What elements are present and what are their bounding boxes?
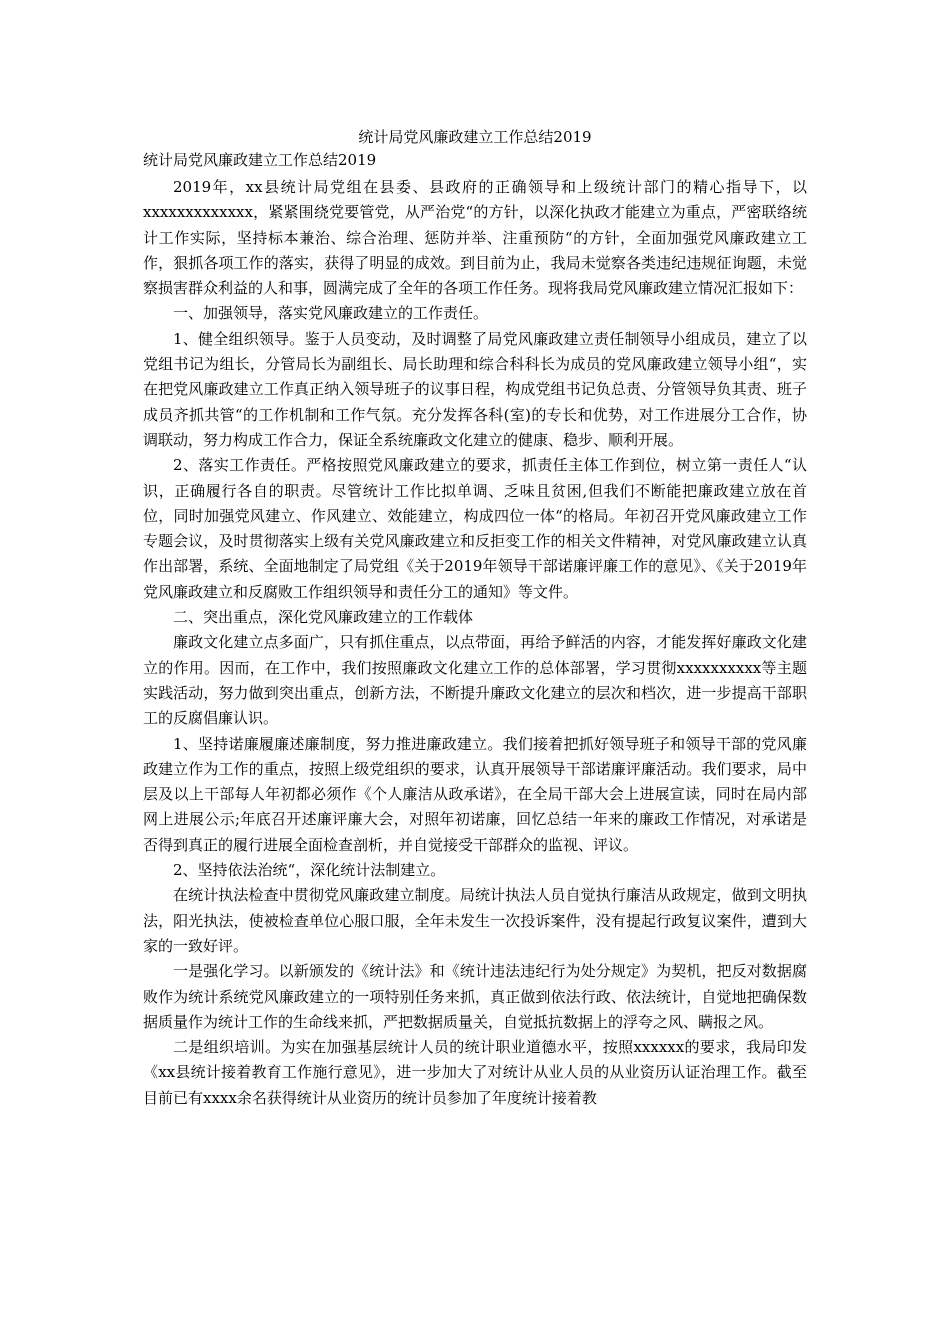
document-title: 统计局党风廉政建立工作总结2019: [358, 128, 592, 146]
section-heading: 二、突出重点，深化党风廉政建立的工作载体: [173, 608, 474, 627]
paragraph: 2、落实工作责任。严格按照党风廉政建立的要求，抓责任主体工作到位，树立第一责任人“认识，正确履行各自的职责。尽管统计工作比拟单调、乏味且贫困,但我们不断能把廉政建立放在首位，同时加强党风建立、作风建立、效能建立，构成四位一体“的格局。年初召开党风廉政建立工作专题会议，及时贯彻落实上级有关党风廉政建立和反拒变工作的相关文件精神，对党风廉政建立认真作出部署，系统、全面地制定了局党组《关于2019年领导干部诺廉评廉工作的意见》、《关于2019年党风廉政建立和反腐败工作组织领导和责任分工的通知》等文件。: [143, 456, 807, 601]
paragraph: 一是强化学习。以新颁发的《统计法》和《统计违法违纪行为处分规定》为契机，把反对数据腐败作为统计系统党风廉政建立的一项特别任务来抓，真正做到依法行政、依法统计，自觉地把确保数据质量作为统计工作的生命线来抓，严把数据质量关，自觉抵抗数据上的浮夸之风、瞒报之风。: [143, 962, 807, 1031]
paragraph: 廉政文化建立点多面广，只有抓住重点，以点带面，再给予鲜活的内容，才能发挥好廉政文化建立的作用。因而，在工作中，我们按照廉政文化建立工作的总体部署，学习贯彻xxxxxxxxxx等主题实践活动，努力做到突出重点，创新方法，不断提升廉政文化建立的层次和档次，进一步提高干部职工的反腐倡廉认识。: [143, 633, 807, 728]
paragraph: 1、坚持诺廉履廉述廉制度，努力推进廉政建立。我们接着把抓好领导班子和领导干部的党风廉政建立作为工作的重点，按照上级党组织的要求，认真开展领导干部诺廉评廉活动。我们要求，局中层及以上干部每人年初都必须作《个人廉洁从政承诺》，在全局干部大会上进展宣读，同时在局内部网上进展公示;年底召开述廉评廉大会，对照年初诺廉，回忆总结一年来的廉政工作情况，对承诺是否得到真正的履行进展全面检查剖析，并自觉接受干部群众的监视、评议。: [143, 734, 807, 854]
paragraph: 二是组织培训。为实在加强基层统计人员的统计职业道德水平，按照xxxxxx的要求，我局印发《xx县统计接着教育工作施行意见》，进一步加大了对统计从业人员的从业资历认证治理工作。截至目前已有xxxx余名获得统计从业资历的统计员参加了年度统计接着教: [143, 1038, 807, 1107]
subsection-heading: 2、坚持依法治统“，深化统计法制建立。: [173, 861, 446, 880]
document-body: [143, 175, 807, 1111]
section-heading: 一、加强领导，落实党风廉政建立的工作责任。: [173, 304, 489, 323]
document-subtitle: 统计局党风廉政建立工作总结2019: [143, 151, 377, 169]
paragraph: 1、健全组织领导。鉴于人员变动，及时调整了局党风廉政建立责任制领导小组成员，建立了以党组书记为组长，分管局长为副组长、局长助理和综合科科长为成员的党风廉政建立领导小组“，实在把党风廉政建立工作真正纳入领导班子的议事日程，构成党组书记负总责、分管领导负其责、班子成员齐抓共管“的工作机制和工作气氛。充分发挥各科(室)的专长和优势，对工作进展分工合作，协调联动，努力构成工作合力，保证全系统廉政文化建立的健康、稳步、顺利开展。: [143, 329, 807, 449]
paragraph: 2019年，xx县统计局党组在县委、县政府的正确领导和上级统计部门的精心指导下，以xxxxxxxxxxxxx，紧紧围绕党要管党，从严治党“的方针，以深化执政才能建立为重点，严密联络统计工作实际，坚持标本兼治、综合治理、惩防并举、注重预防“的方针，全面加强党风廉政建立工作，狠抓各项工作的落实，获得了明显的成效。到目前为止，我局未觉察各类违纪违规征询题，未觉察损害群众利益的人和事，圆满完成了全年的各项工作任务。现将我局党风廉政建立情况汇报如下：: [143, 178, 807, 298]
paragraph: 在统计执法检查中贯彻党风廉政建立制度。局统计执法人员自觉执行廉洁从政规定，做到文明执法，阳光执法，使被检查单位心服口服，全年未发生一次投诉案件，没有提起行政复议案件，遭到大家的一致好评。: [143, 886, 807, 955]
